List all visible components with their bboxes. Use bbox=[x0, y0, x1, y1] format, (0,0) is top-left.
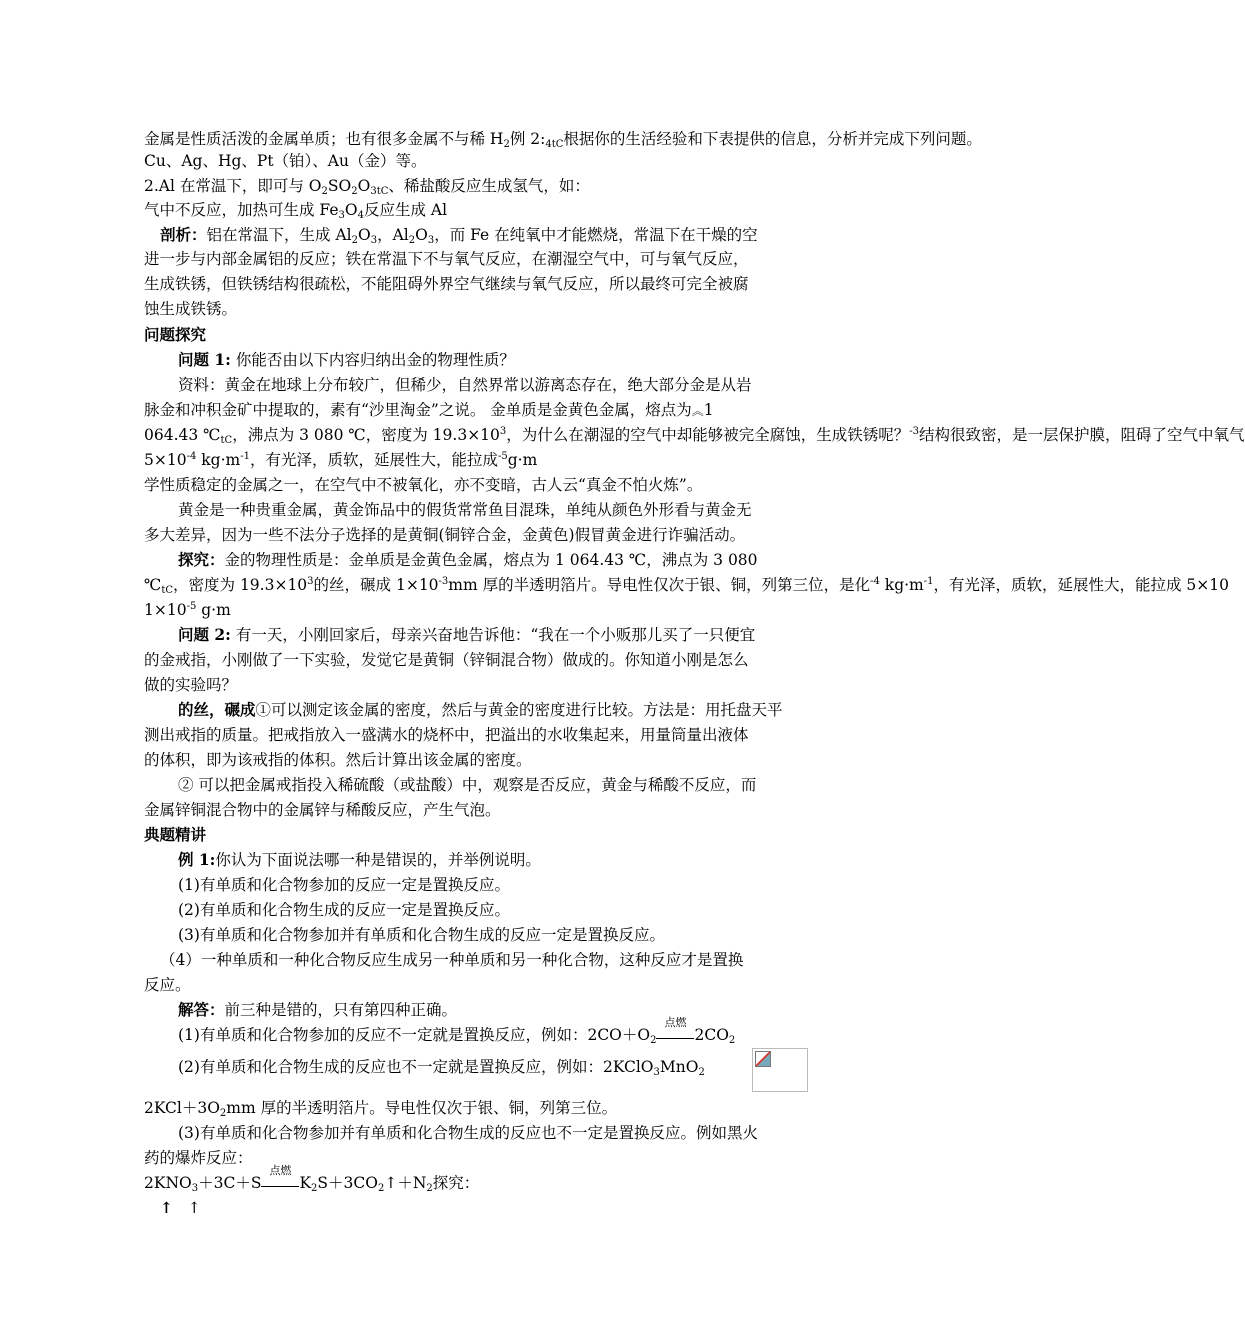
section-heading: 典题精讲 bbox=[144, 825, 207, 844]
text-line: 金属是性质活泼的金属单质；也有很多金属不与稀 $H_2$例 $2:_{4tC}$根据你的生活经验和下表提供的信息，分析并完成下列问题。 bbox=[144, 130, 982, 150]
text-line: Cu、Ag、Hg、Pt（铂）、Au（金）等。 bbox=[144, 152, 427, 170]
text-line: $1\times 10^{-5}$ g·m bbox=[144, 601, 231, 619]
text-line: 气中不反应，加热可生成 $Fe_3O_4$反应生成 Al bbox=[144, 201, 448, 221]
text-line: (3)有单质和化合物参加并有单质和化合物生成的反应也不一定是置换反应。例如黑火 bbox=[178, 1124, 758, 1142]
text-line: 蚀生成铁锈。 bbox=[144, 300, 238, 318]
text-line: （4）一种单质和一种化合物反应生成另一种单质和另一种化合物，这种反应才是置换 bbox=[160, 951, 744, 969]
reaction-condition: 点燃 bbox=[261, 1174, 299, 1190]
equation-line: $2KNO_3+3C+S$ 点燃 $K_2S+3CO_2↑+N_2$探究： bbox=[144, 1164, 480, 1194]
text-line: 的金戒指，小刚做了一下实验，发觉它是黄铜（锌铜混合物）做成的。你知道小刚是怎么 bbox=[144, 651, 749, 669]
text-line: 例 1:你认为下面说法哪一种是错误的，并举例说明。 bbox=[178, 850, 541, 869]
text-line: ↑ ↑ bbox=[160, 1198, 201, 1217]
missing-image-placeholder bbox=[752, 1048, 808, 1092]
text-line: 探究：金的物理性质是：金单质是金黄色金属，熔点为 1 064.43 ℃，沸点为 3 080 bbox=[178, 550, 758, 569]
text-line: 的体积，即为该戒指的体积。然后计算出该金属的密度。 bbox=[144, 751, 532, 769]
text-line: $℃_{tC}$，密度为 $19.3\times 10^3$的丝，碾成 $1\times 10^{-3}mm$ 厚的半透明箔片。导电性仅次于银、铜，列第三位，是化$^{-4}$ $kg\cdot m^{-1}$，有光泽，质软，延展性大，能拉成 5×10 bbox=[144, 576, 1230, 596]
text-line: 2.Al 在常温下，即可与 $O_2SO_2O_{3tC}$、稀盐酸反应生成氢气，如： bbox=[144, 177, 590, 197]
text-line: 黄金是一种贵重金属，黄金饰品中的假货常常鱼目混珠，单纯从颜色外形看与黄金无 bbox=[178, 501, 752, 519]
equation-line: (2)有单质和化合物生成的反应也不一定就是置换反应，例如：2KClO$_3$MnO$_2$ bbox=[178, 1058, 705, 1078]
text-line: (1)有单质和化合物参加的反应一定是置换反应。 bbox=[178, 876, 510, 894]
text-line: 的丝，碾成①可以测定该金属的密度，然后与黄金的密度进行比较。方法是：用托盘天平 bbox=[178, 700, 783, 719]
text-line: 多大差异，因为一些不法分子选择的是黄铜(铜锌合金，金黄色)假冒黄金进行诈骗活动。 bbox=[144, 526, 746, 544]
broken-image-icon bbox=[755, 1051, 771, 1067]
text-line: 问题 1: 你能否由以下内容归纳出金的物理性质？ bbox=[178, 350, 515, 369]
text-line: 问题 2: 有一天，小刚回家后，母亲兴奋地告诉他：“我在一个小贩那儿买了一只便宜 bbox=[178, 625, 756, 644]
text-line: 做的实验吗？ bbox=[144, 676, 238, 694]
text-line: $5\times 10^{-4}$ $kg\cdot m^{-1}$，有光泽，质软，延展性大，能拉成$^{-5}$g·m bbox=[144, 451, 538, 469]
text-line: ② 可以把金属戒指投入稀硫酸（或盐酸）中，观察是否反应，黄金与稀酸不反应，而 bbox=[178, 776, 757, 794]
reaction-condition: 点燃 bbox=[656, 1026, 694, 1042]
text-line: 资料：黄金在地球上分布较广，但稀少，自然界常以游离态存在，绝大部分金是从岩 bbox=[178, 376, 752, 394]
text-line: 剖析：铝在常温下，生成 $Al_2O_3$，$Al_2O_3$，而 Fe 在纯氧中才能燃烧，常温下在干燥的空 bbox=[160, 225, 758, 246]
text-line: 金属锌铜混合物中的金属锌与稀酸反应，产生气泡。 bbox=[144, 801, 501, 819]
text-line: 测出戒指的质量。把戒指放入一盛满水的烧杯中，把溢出的水收集起来，用量筒量出液体 bbox=[144, 726, 749, 744]
text-line: 生成铁锈，但铁锈结构很疏松，不能阻碍外界空气继续与氧气反应，所以最终可完全被腐 bbox=[144, 275, 749, 293]
equation-line: $2KCl+3O_2mm$ 厚的半透明箔片。导电性仅次于银、铜，列第三位。 bbox=[144, 1099, 618, 1119]
equation-line: (1)有单质和化合物参加的反应不一定就是置换反应，例如：$2CO+O_2$ 点燃 $2CO_2$ bbox=[178, 1016, 736, 1046]
text-line: 药的爆炸反应： bbox=[144, 1149, 253, 1167]
text-line: (2)有单质和化合物生成的反应一定是置换反应。 bbox=[178, 901, 510, 919]
text-line: 解答：前三种是错的，只有第四种正确。 bbox=[178, 1000, 458, 1019]
text-line: 064.43 $℃_{tC}$，沸点为 3 080 ℃，密度为 $19.3\times 10^3$，为什么在潮湿的空气中却能够被完全腐蚀，生成铁锈呢？$^{-3}$结构很致密，是一层保护膜，阻碍了空气中氧气 bbox=[144, 426, 1245, 446]
text-line: 反应。 bbox=[144, 976, 191, 994]
text-line: 学性质稳定的金属之一，在空气中不被氧化，亦不变暗，古人云“真金不怕火炼”。 bbox=[144, 476, 703, 494]
section-heading: 问题探究 bbox=[144, 325, 207, 344]
text-line: (3)有单质和化合物参加并有单质和化合物生成的反应一定是置换反应。 bbox=[178, 926, 665, 944]
text-line: 进一步与内部金属铝的反应；铁在常温下不与氧气反应，在潮湿空气中，可与氧气反应， bbox=[144, 250, 749, 268]
text-line: 脉金和冲积金矿中提取的，素有“沙里淘金”之说。 金单质是金黄色金属，熔点为︽1 bbox=[144, 401, 714, 419]
